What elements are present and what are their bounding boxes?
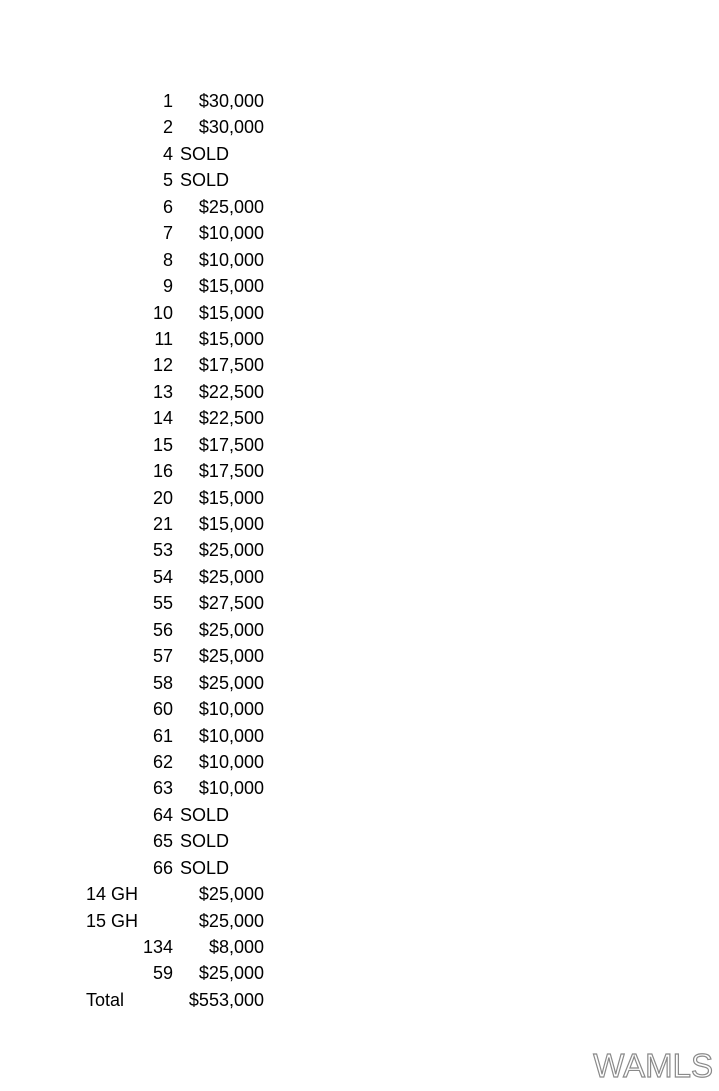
table-row bbox=[0, 855, 719, 881]
lot-number: 53 bbox=[152, 540, 173, 561]
lot-number: 15 bbox=[152, 434, 173, 455]
table-row bbox=[0, 458, 719, 484]
lot-price: $27,500 bbox=[198, 593, 264, 614]
lot-price: $17,500 bbox=[198, 461, 264, 482]
table-row bbox=[0, 432, 719, 458]
table-row bbox=[0, 934, 719, 960]
table-row bbox=[0, 300, 719, 326]
lot-number: 65 bbox=[152, 831, 173, 852]
lot-number: 14 GH bbox=[86, 884, 139, 905]
lot-price: $15,000 bbox=[198, 514, 264, 534]
table-row bbox=[0, 220, 719, 246]
lot-number: 59 bbox=[152, 963, 173, 984]
lot-price: $25,000 bbox=[198, 646, 264, 667]
lot-price: SOLD bbox=[180, 831, 230, 852]
table-row bbox=[0, 696, 719, 722]
lot-price: $10,000 bbox=[198, 725, 264, 746]
table-row bbox=[0, 723, 719, 749]
lot-number: 5 bbox=[162, 170, 173, 191]
lot-number: 62 bbox=[152, 751, 173, 772]
total-label: Total bbox=[86, 989, 125, 1010]
lot-price: $8,000 bbox=[208, 937, 264, 957]
lot-number: 12 bbox=[152, 355, 173, 376]
lot-number: 66 bbox=[152, 857, 173, 878]
lot-number: 54 bbox=[152, 566, 173, 587]
table-row bbox=[0, 749, 719, 775]
lot-number: 4 bbox=[162, 143, 173, 164]
lot-price: $10,000 bbox=[198, 249, 264, 270]
table-row bbox=[0, 167, 719, 193]
lot-price: $17,500 bbox=[198, 434, 264, 455]
lot-price: $25,000 bbox=[198, 619, 264, 640]
lot-number: 2 bbox=[162, 117, 173, 138]
lot-number: 64 bbox=[152, 804, 173, 825]
table-row bbox=[0, 881, 719, 907]
table-row bbox=[0, 405, 719, 431]
lot-price: $25,000 bbox=[198, 196, 264, 217]
table-row bbox=[0, 485, 719, 511]
lot-price: $25,000 bbox=[198, 910, 264, 931]
lot-number: 16 bbox=[152, 461, 173, 482]
table-row bbox=[0, 326, 719, 352]
lot-price: SOLD bbox=[180, 857, 230, 878]
lot-number: 56 bbox=[152, 619, 173, 640]
lot-number: 20 bbox=[152, 487, 173, 508]
lot-price: $25,000 bbox=[198, 963, 264, 984]
lot-number: 7 bbox=[162, 223, 173, 244]
table-row bbox=[0, 141, 719, 167]
lot-number: 1 bbox=[162, 91, 173, 111]
lot-price: SOLD bbox=[180, 804, 230, 825]
lot-price: $25,000 bbox=[198, 884, 264, 905]
lot-number: 55 bbox=[152, 593, 173, 614]
lot-price: $15,000 bbox=[198, 487, 264, 508]
total-value: $553,000 bbox=[188, 989, 264, 1010]
table-row bbox=[0, 617, 719, 643]
table-row bbox=[0, 802, 719, 828]
lot-price: $22,500 bbox=[198, 408, 264, 429]
lot-number: 15 GH bbox=[86, 910, 139, 931]
lot-price: $15,000 bbox=[198, 276, 264, 297]
lot-number: 58 bbox=[152, 672, 173, 693]
lot-price: $22,500 bbox=[198, 381, 264, 402]
lot-price: $10,000 bbox=[198, 699, 264, 720]
table-row bbox=[0, 379, 719, 405]
table-row bbox=[0, 590, 719, 616]
table-row bbox=[0, 247, 719, 273]
lot-number: 61 bbox=[152, 725, 173, 746]
lot-number: 8 bbox=[162, 249, 173, 270]
lot-price: $30,000 bbox=[198, 91, 264, 111]
lot-price: SOLD bbox=[180, 170, 230, 191]
lot-price: $10,000 bbox=[198, 223, 264, 244]
lot-price: $10,000 bbox=[198, 778, 264, 799]
table-row bbox=[0, 114, 719, 140]
table-row bbox=[0, 775, 719, 801]
price-list-sheet bbox=[0, 88, 719, 1013]
table-row bbox=[0, 670, 719, 696]
lot-price: $30,000 bbox=[198, 117, 264, 138]
lot-number: 9 bbox=[162, 276, 173, 297]
table-row bbox=[0, 564, 719, 590]
table-row bbox=[0, 88, 719, 114]
total-row bbox=[0, 987, 719, 1013]
table-row bbox=[0, 352, 719, 378]
table-row bbox=[0, 643, 719, 669]
lot-number: 60 bbox=[152, 699, 173, 720]
table-row bbox=[0, 537, 719, 563]
lot-price: $25,000 bbox=[198, 566, 264, 587]
lot-number: 134 bbox=[142, 937, 173, 957]
lot-price: $10,000 bbox=[198, 751, 264, 772]
lot-number: 6 bbox=[162, 196, 173, 217]
lot-price: $15,000 bbox=[198, 328, 264, 349]
lot-number: 11 bbox=[154, 328, 173, 349]
lot-price: SOLD bbox=[180, 143, 230, 164]
table-row bbox=[0, 273, 719, 299]
lot-number: 57 bbox=[152, 646, 173, 667]
lot-number: 63 bbox=[152, 778, 173, 799]
table-row bbox=[0, 194, 719, 220]
lot-number: 10 bbox=[152, 302, 173, 323]
table-row bbox=[0, 828, 719, 854]
lot-price: $25,000 bbox=[198, 672, 264, 693]
table-row bbox=[0, 511, 719, 537]
lot-number: 14 bbox=[152, 408, 173, 429]
lot-price: $17,500 bbox=[198, 355, 264, 376]
wamls-watermark: WAMLS bbox=[593, 1047, 713, 1084]
table-row bbox=[0, 960, 719, 986]
lot-number: 21 bbox=[152, 514, 173, 534]
lot-price: $25,000 bbox=[198, 540, 264, 561]
lot-number: 13 bbox=[152, 381, 173, 402]
lot-price: $15,000 bbox=[198, 302, 264, 323]
table-row bbox=[0, 908, 719, 934]
